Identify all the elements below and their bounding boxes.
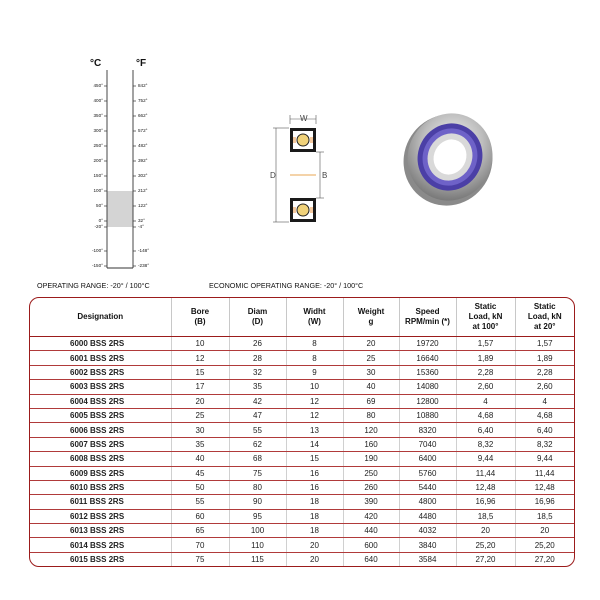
cell-designation: 6015 BSS 2RS xyxy=(30,552,171,566)
cell-bore: 60 xyxy=(171,509,229,523)
cell-static-load-20: 27,20 xyxy=(534,555,555,565)
cell-bore: 40 xyxy=(171,452,229,466)
cell-static-load-20: 2,60 xyxy=(515,380,574,394)
cell-designation: 6003 BSS 2RS xyxy=(30,380,171,394)
header-weight: Weight g xyxy=(343,298,399,337)
celsius-tick-label: 400° xyxy=(93,98,103,103)
table-row xyxy=(30,538,574,552)
celsius-tick-label: 150° xyxy=(93,173,103,178)
cell-bore: 45 xyxy=(171,466,229,480)
table-row xyxy=(30,452,574,466)
cell-designation: 6012 BSS 2RS xyxy=(30,509,171,523)
cell-weight: 390 xyxy=(343,495,399,509)
cell-width: 8 xyxy=(286,337,343,351)
celsius-tick-label: -150° xyxy=(91,263,103,268)
fahrenheit-tick-label: 842° xyxy=(138,83,148,88)
cell-diam: 47 xyxy=(229,408,286,422)
cell-diam: 42 xyxy=(229,394,286,408)
cell-speed: 5760 xyxy=(399,466,456,480)
cell-static-load-20: 12,48 xyxy=(515,480,574,494)
bearing-product-image xyxy=(392,108,504,210)
celsius-tick-label: 450° xyxy=(93,83,103,88)
upper-bearing-section xyxy=(290,128,316,152)
cell-width: 20 xyxy=(286,538,343,552)
cell-speed: 8320 xyxy=(399,423,456,437)
header-speed: Speed RPM/min (*) xyxy=(399,298,456,337)
cell-diam: 35 xyxy=(229,380,286,394)
cell-weight: 640 xyxy=(343,552,399,566)
cell-width: 18 xyxy=(286,524,343,538)
celsius-tick-label: 250° xyxy=(93,143,103,148)
cell-static-load-20: 16,96 xyxy=(515,495,574,509)
table-row xyxy=(30,394,574,408)
fahrenheit-tick-label: 302° xyxy=(138,173,148,178)
cell-static-load-100: 2,28 xyxy=(456,365,515,379)
cell-designation: 6007 BSS 2RS xyxy=(30,437,171,451)
cell-static-load-20: 25,20 xyxy=(515,538,574,552)
cell-static-load-100: 1,89 xyxy=(456,351,515,365)
cell-static-load-20: 11,44 xyxy=(515,466,574,480)
cell-diam: 62 xyxy=(229,437,286,451)
cell-diam: 55 xyxy=(229,423,286,437)
cell-bore: 50 xyxy=(171,480,229,494)
bearing-cross-section-diagram xyxy=(268,112,340,230)
bore-diameter-label: B xyxy=(322,171,328,180)
cell-designation: 6008 BSS 2RS xyxy=(30,452,171,466)
cell-designation: 6001 BSS 2RS xyxy=(30,351,171,365)
operating-range-band xyxy=(107,191,133,227)
fahrenheit-tick-label: 392° xyxy=(138,158,148,163)
cell-designation: 6014 BSS 2RS xyxy=(30,538,171,552)
cell-static-load-20: 9,44 xyxy=(515,452,574,466)
cell-bore: 75 xyxy=(171,552,229,566)
cell-static-load-100: 27,20 xyxy=(456,552,515,566)
cell-speed: 6400 xyxy=(399,452,456,466)
operating-range-text: OPERATING RANGE: -20° / 100°C xyxy=(37,281,150,290)
table-row xyxy=(30,365,574,379)
cell-diam: 115 xyxy=(229,552,286,566)
fahrenheit-tick-label: -238° xyxy=(138,263,150,268)
celsius-tick-label: -20° xyxy=(94,224,103,229)
cell-speed: 14080 xyxy=(399,380,456,394)
cell-speed: 19720 xyxy=(399,337,456,351)
cell-static-load-20: 6,40 xyxy=(515,423,574,437)
cell-designation: 6000 BSS 2RS xyxy=(30,337,171,351)
cell-diam: 90 xyxy=(229,495,286,509)
table-row xyxy=(30,480,574,494)
cell-static-load-100: 1,57 xyxy=(456,337,515,351)
cell-width: 16 xyxy=(286,480,343,494)
cell-width: 10 xyxy=(286,380,343,394)
cell-bore: 55 xyxy=(171,495,229,509)
cell-designation: 6002 BSS 2RS xyxy=(30,365,171,379)
header-bore: Bore (B) xyxy=(171,298,229,337)
table-header-row xyxy=(30,298,574,337)
cell-speed: 4800 xyxy=(399,495,456,509)
cell-diam: 32 xyxy=(229,365,286,379)
cell-bore: 70 xyxy=(171,538,229,552)
cell-static-load-20: 20 xyxy=(515,524,574,538)
table-row xyxy=(30,437,574,451)
width-dimension-label: W xyxy=(300,114,308,123)
cell-diam: 26 xyxy=(229,337,286,351)
celsius-unit-label: °C xyxy=(90,58,102,69)
cell-diam: 75 xyxy=(229,466,286,480)
header-designation: Designation xyxy=(30,298,171,337)
cell-width: 9 xyxy=(286,365,343,379)
cell-width: 13 xyxy=(286,423,343,437)
cell-static-load-20: 1,89 xyxy=(515,351,574,365)
cell-weight: 30 xyxy=(343,365,399,379)
cell-static-load-100: 8,32 xyxy=(456,437,515,451)
cell-weight: 260 xyxy=(343,480,399,494)
table-row xyxy=(30,380,574,394)
fahrenheit-tick-label: -148° xyxy=(138,248,150,253)
cell-static-load-100: 20 xyxy=(456,524,515,538)
cell-weight: 190 xyxy=(343,452,399,466)
thermometer-graphic xyxy=(82,58,162,270)
cell-width: 8 xyxy=(286,351,343,365)
cell-speed: 3840 xyxy=(399,538,456,552)
cell-static-load-100: 6,40 xyxy=(456,423,515,437)
cell-speed: 4480 xyxy=(399,509,456,523)
cell-weight: 120 xyxy=(343,423,399,437)
header-static-load-100: Static Load, kN at 100° xyxy=(456,298,515,337)
table-row xyxy=(30,351,574,365)
cell-diam: 28 xyxy=(229,351,286,365)
celsius-tick-label: 50° xyxy=(96,203,103,208)
cell-width: 12 xyxy=(286,408,343,422)
cell-diam: 68 xyxy=(229,452,286,466)
cell-designation: 6013 BSS 2RS xyxy=(30,524,171,538)
cell-width: 20 xyxy=(286,552,343,566)
cell-weight: 69 xyxy=(343,394,399,408)
cell-speed: 4032 xyxy=(399,524,456,538)
cell-weight: 600 xyxy=(343,538,399,552)
cell-weight: 420 xyxy=(343,509,399,523)
celsius-tick-label: 200° xyxy=(93,158,103,163)
celsius-tick-label: -100° xyxy=(91,248,103,253)
cell-weight: 440 xyxy=(343,524,399,538)
fahrenheit-tick-label: 752° xyxy=(138,98,148,103)
table-row xyxy=(30,466,574,480)
fahrenheit-tick-label: 212° xyxy=(138,188,148,193)
cell-weight: 25 xyxy=(343,351,399,365)
cell-bore: 10 xyxy=(171,337,229,351)
celsius-tick-label: 0° xyxy=(98,218,103,223)
cell-bore: 12 xyxy=(171,351,229,365)
cell-speed: 16640 xyxy=(399,351,456,365)
economic-operating-range-text: ECONOMIC OPERATING RANGE: -20° / 100°C xyxy=(209,281,364,290)
cell-static-load-100: 2,60 xyxy=(456,380,515,394)
table-row xyxy=(30,337,574,351)
cell-weight: 250 xyxy=(343,466,399,480)
cell-bore: 30 xyxy=(171,423,229,437)
cell-designation: 6006 BSS 2RS xyxy=(30,423,171,437)
fahrenheit-tick-label: 662° xyxy=(138,113,148,118)
cell-static-load-20: 4 xyxy=(515,394,574,408)
cell-static-load-100: 4 xyxy=(456,394,515,408)
lower-bearing-section xyxy=(290,198,316,222)
fahrenheit-tick-label: -4° xyxy=(138,224,144,229)
cell-designation: 6005 BSS 2RS xyxy=(30,408,171,422)
cell-speed: 5440 xyxy=(399,480,456,494)
cell-speed: 3584 xyxy=(399,552,456,566)
cell-diam: 100 xyxy=(229,524,286,538)
table-row xyxy=(30,408,574,422)
cell-bore: 65 xyxy=(171,524,229,538)
cell-static-load-20: 1,57 xyxy=(515,337,574,351)
fahrenheit-tick-label: 122° xyxy=(138,203,148,208)
cell-width: 18 xyxy=(286,495,343,509)
bearing-specifications-table xyxy=(29,297,575,567)
cell-speed: 7040 xyxy=(399,437,456,451)
cell-width: 16 xyxy=(286,466,343,480)
cell-weight: 160 xyxy=(343,437,399,451)
cell-bore: 17 xyxy=(171,380,229,394)
cell-diam: 80 xyxy=(229,480,286,494)
cell-width: 12 xyxy=(286,394,343,408)
fahrenheit-tick-label: 572° xyxy=(138,128,148,133)
cell-diam: 95 xyxy=(229,509,286,523)
fahrenheit-tick-label: 32° xyxy=(138,218,145,223)
cell-static-load-100: 9,44 xyxy=(456,452,515,466)
cell-static-load-100: 11,44 xyxy=(456,466,515,480)
cell-width: 15 xyxy=(286,452,343,466)
cell-static-load-20: 2,28 xyxy=(515,365,574,379)
celsius-tick-label: 300° xyxy=(93,128,103,133)
cell-width: 14 xyxy=(286,437,343,451)
cell-speed: 10880 xyxy=(399,408,456,422)
cell-weight: 80 xyxy=(343,408,399,422)
cell-weight: 40 xyxy=(343,380,399,394)
fahrenheit-unit-label: °F xyxy=(136,58,147,69)
table-row xyxy=(30,552,574,566)
cell-bore: 20 xyxy=(171,394,229,408)
header-diam: Diam (D) xyxy=(229,298,286,337)
table-row xyxy=(30,524,574,538)
table-row xyxy=(30,495,574,509)
cell-speed: 15360 xyxy=(399,365,456,379)
cell-static-load-100: 25,20 xyxy=(456,538,515,552)
cell-bore: 15 xyxy=(171,365,229,379)
cell-designation: 6011 BSS 2RS xyxy=(30,495,171,509)
cell-bore: 25 xyxy=(171,408,229,422)
cell-designation: 6010 BSS 2RS xyxy=(30,480,171,494)
table-row xyxy=(30,509,574,523)
cell-bore: 35 xyxy=(171,437,229,451)
cell-weight: 20 xyxy=(343,337,399,351)
cell-diam: 110 xyxy=(229,538,286,552)
table-row xyxy=(30,423,574,437)
celsius-tick-label: 350° xyxy=(93,113,103,118)
outer-diameter-label: D xyxy=(270,171,276,180)
header-static-load-20: Static Load, kN at 20° xyxy=(515,298,574,337)
cell-static-load-100: 16,96 xyxy=(456,495,515,509)
temperature-scale xyxy=(82,58,162,270)
cell-designation: 6004 BSS 2RS xyxy=(30,394,171,408)
cell-speed: 12800 xyxy=(399,394,456,408)
cell-designation: 6009 BSS 2RS xyxy=(30,466,171,480)
cell-static-load-20: 4,68 xyxy=(515,408,574,422)
cell-static-load-100: 12,48 xyxy=(456,480,515,494)
header-width: Widht (W) xyxy=(286,298,343,337)
cell-static-load-100: 4,68 xyxy=(456,408,515,422)
cell-static-load-20: 18,5 xyxy=(515,509,574,523)
cell-width: 18 xyxy=(286,509,343,523)
fahrenheit-tick-label: 482° xyxy=(138,143,148,148)
cell-static-load-20: 8,32 xyxy=(515,437,574,451)
celsius-tick-label: 100° xyxy=(93,188,103,193)
cell-static-load-100: 18,5 xyxy=(456,509,515,523)
